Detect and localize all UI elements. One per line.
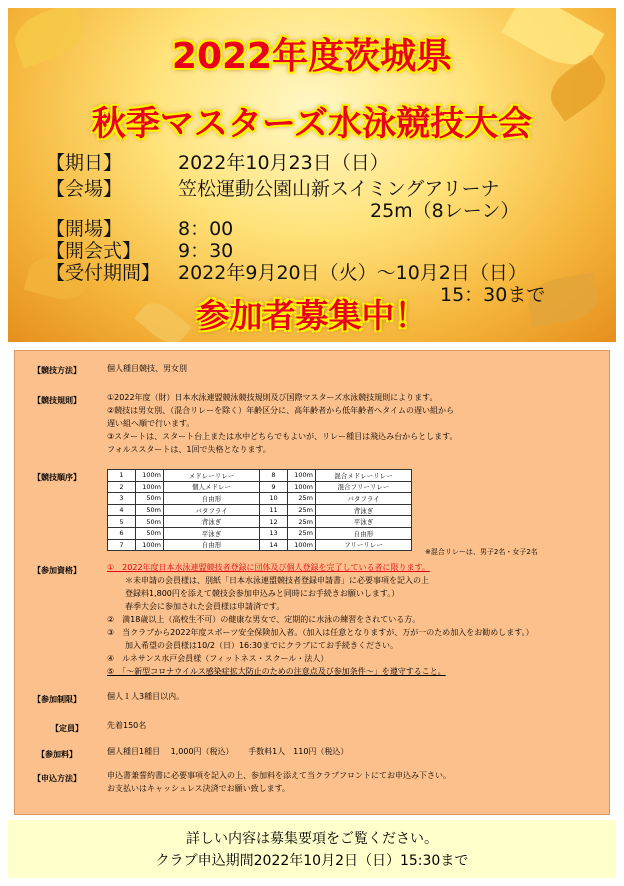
footer-line-1: 詳しい内容は募集要項をご覧ください。 bbox=[186, 831, 438, 847]
event-name: 個人メドレー bbox=[164, 481, 260, 493]
reception-label: 【受付期間】 bbox=[46, 262, 161, 284]
event-distance: 50m bbox=[136, 493, 164, 505]
event-distance: 25m bbox=[288, 527, 316, 539]
ceremony-label: 【開会式】 bbox=[46, 240, 142, 262]
event-distance: 50m bbox=[136, 504, 164, 516]
footer-notice bbox=[8, 820, 616, 878]
event-name: 自由形 bbox=[316, 527, 412, 539]
table-row bbox=[108, 493, 412, 505]
event-number: 10 bbox=[260, 493, 288, 505]
event-number: 12 bbox=[260, 516, 288, 528]
event-number: 14 bbox=[260, 539, 288, 551]
event-distance: 50m bbox=[136, 516, 164, 528]
qualification-5: ⑤ 「～新型コロナウイルス感染症拡大防止のための注意点及び参加条件～」を遵守すること。 bbox=[107, 667, 446, 676]
event-name: 自由形 bbox=[164, 539, 260, 551]
event-number: 3 bbox=[108, 493, 136, 505]
table-row bbox=[108, 516, 412, 528]
capacity-value: 先着150名 bbox=[107, 721, 147, 730]
venue-label: 【会場】 bbox=[46, 178, 123, 200]
table-row bbox=[108, 539, 412, 551]
event-number: 2 bbox=[108, 481, 136, 493]
event-distance: 100m bbox=[136, 539, 164, 551]
event-distance: 100m bbox=[288, 539, 316, 551]
event-number: 13 bbox=[260, 527, 288, 539]
rules-line: フォルススタートは、1回で失格となります。 bbox=[107, 445, 271, 454]
event-details bbox=[14, 350, 610, 815]
event-name: 平泳ぎ bbox=[316, 516, 412, 528]
recruit-headline: 参加者募集中！ bbox=[196, 296, 428, 335]
limit-label: 【参加制限】 bbox=[33, 695, 81, 704]
qualification-3a: 加入希望の会員様は10/2（日）16:30までにクラブにてお手続きください。 bbox=[125, 641, 399, 650]
rules-label: 【競技規則】 bbox=[33, 396, 81, 405]
apply-line-2: お支払いはキャッシュレス決済でお願い致します。 bbox=[107, 784, 290, 793]
event-distance: 100m bbox=[288, 470, 316, 482]
table-row bbox=[108, 527, 412, 539]
rules-line: 遅い組へ順で行います。 bbox=[107, 419, 195, 428]
event-distance: 25m bbox=[288, 516, 316, 528]
table-row bbox=[108, 481, 412, 493]
event-banner bbox=[8, 8, 616, 342]
rules-line: ①2022年度（財）日本水泳連盟競泳競技規則及び国際マスターズ水泳競技規則によります。 bbox=[107, 393, 438, 402]
event-number: 6 bbox=[108, 527, 136, 539]
event-number: 1 bbox=[108, 470, 136, 482]
event-name: バタフライ bbox=[164, 504, 260, 516]
event-number: 4 bbox=[108, 504, 136, 516]
table-row bbox=[108, 470, 412, 482]
event-name: 背泳ぎ bbox=[316, 504, 412, 516]
event-name: 混合メドレーリレー bbox=[316, 470, 412, 482]
qualification-4: ④ ルネサンス水戸会員様（フィットネス・スクール・法人） bbox=[107, 654, 329, 663]
event-name: メドレーリレー bbox=[164, 470, 260, 482]
footer-line-2: クラブ申込期間2022年10月2日（日）15:30まで bbox=[155, 853, 469, 869]
event-name-title: 秋季マスターズ水泳競技大会 bbox=[91, 104, 533, 144]
event-number: 5 bbox=[108, 516, 136, 528]
event-distance: 25m bbox=[288, 493, 316, 505]
capacity-label: 【定員】 bbox=[51, 724, 83, 733]
event-distance: 100m bbox=[136, 470, 164, 482]
event-number: 9 bbox=[260, 481, 288, 493]
reception-deadline: 15：30まで bbox=[440, 284, 546, 306]
fee-value: 個人種目1種目 1,000円（税込） 手数料1人 110円（税込） bbox=[107, 747, 349, 756]
limit-value: 個人１人3種目以内。 bbox=[107, 692, 185, 701]
method-value: 個人種目競技、男女別 bbox=[107, 364, 187, 373]
event-year-title: 2022年度茨城県 bbox=[171, 36, 453, 77]
venue-lanes: 25m（8レーン） bbox=[370, 200, 520, 222]
reception-value: 2022年9月20日（火）～10月2日（日） bbox=[178, 262, 527, 284]
qualification-1a: ＊未申請の会員様は、別紙「日本水泳連盟競技者登録申請書」に必要事項を記入の上 bbox=[125, 576, 429, 585]
event-distance: 50m bbox=[136, 527, 164, 539]
relay-note: ※混合リレーは、男子2名・女子2名 bbox=[425, 548, 538, 556]
fee-label: 【参加料】 bbox=[37, 750, 77, 759]
event-distance: 25m bbox=[288, 504, 316, 516]
event-name: バタフライ bbox=[316, 493, 412, 505]
event-distance: 100m bbox=[136, 481, 164, 493]
venue-value: 笠松運動公園山新スイミングアリーナ bbox=[178, 178, 500, 200]
ceremony-value: 9：30 bbox=[178, 240, 234, 262]
event-number: 7 bbox=[108, 539, 136, 551]
event-name: フリーリレー bbox=[316, 539, 412, 551]
date-label: 【期日】 bbox=[46, 152, 123, 174]
open-label: 【開場】 bbox=[46, 218, 123, 240]
event-number: 11 bbox=[260, 504, 288, 516]
table-row bbox=[108, 504, 412, 516]
qualification-1b: 登録料1,800円を添えて競技会参加申込みと同時にお手続きお願いします。） bbox=[125, 589, 400, 598]
event-order-table bbox=[107, 469, 412, 551]
open-value: 8：00 bbox=[178, 218, 234, 240]
qualification-label: 【参加資格】 bbox=[33, 566, 81, 575]
event-name: 混合フリーリレー bbox=[316, 481, 412, 493]
event-number: 8 bbox=[260, 470, 288, 482]
rules-line: ②競技は男女別、（混合リレーを除く）年齢区分に、高年齢者から低年齢者へタイムの遅い組から bbox=[107, 406, 455, 415]
event-name: 自由形 bbox=[164, 493, 260, 505]
event-distance: 100m bbox=[288, 481, 316, 493]
date-value: 2022年10月23日（日） bbox=[178, 152, 389, 174]
event-name: 平泳ぎ bbox=[164, 527, 260, 539]
qualification-1: ① 2022年度日本水泳連盟競技者登録に団体及び個人登録を完了している者に限ります。 bbox=[107, 563, 430, 572]
order-label: 【競技順序】 bbox=[33, 473, 81, 482]
method-label: 【競技方法】 bbox=[33, 366, 81, 375]
event-name: 背泳ぎ bbox=[164, 516, 260, 528]
qualification-3: ③ 当クラブから2022年度スポーツ安全保険加入者。（加入は任意となりますが、万が一のため加入をお勧めします。） bbox=[107, 628, 534, 637]
apply-line-1: 申込書兼誓約書に必要事項を記入の上、参加料を添えて当クラブフロントにてお申込み下さい。 bbox=[107, 771, 451, 780]
apply-label: 【申込方法】 bbox=[33, 774, 81, 783]
qualification-2: ② 満18歳以上（高校生不可）の健康な男女で、定期的に水泳の練習をされている方。 bbox=[107, 615, 421, 624]
qualification-1c: 春季大会に参加された会員様は申請済です。 bbox=[125, 602, 285, 611]
rules-line: ③スタートは、スタート台上または水中どちらでもよいが、リレー種目は飛込み台からとします。 bbox=[107, 432, 458, 441]
